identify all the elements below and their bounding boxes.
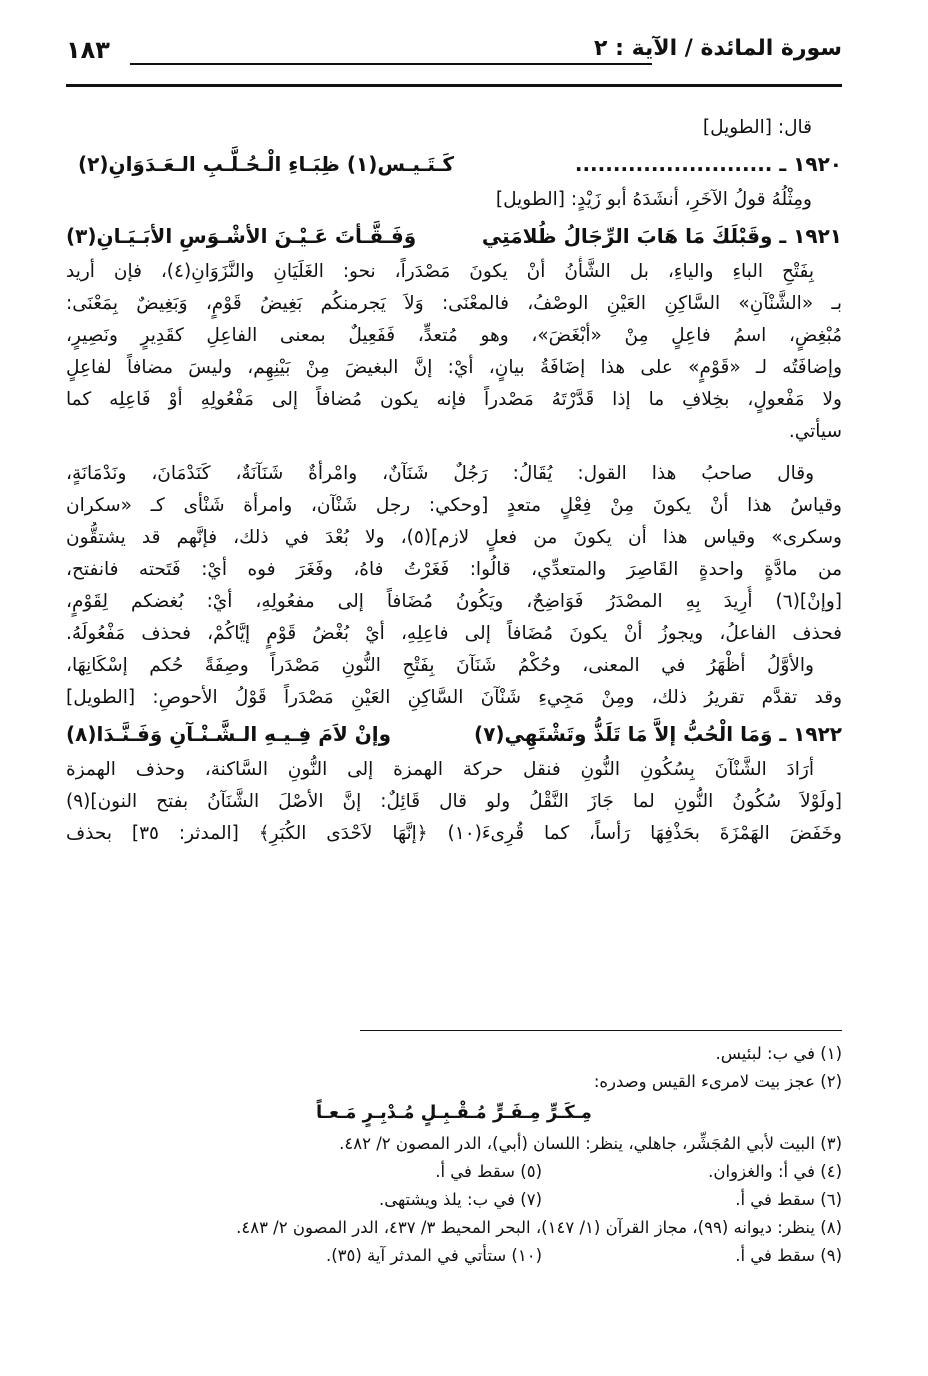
footnote-row	[66, 1242, 842, 1270]
main-text	[66, 112, 842, 850]
footnote: (٤) في أ: والغزوان.	[708, 1162, 842, 1181]
paragraph-line: وقد تقدَّم تقريرُ ذلك، ومِنْ مَجِيءِ شَنْآنَ السَّاكِنِ العَيْنِ مَصْدَراً قَوْلُ الأحوصِ: [الطويل]	[66, 687, 842, 708]
paragraph-line: بـ «الشَّنْآنِ» السَّاكِنِ العَيْنِ الوصْفُ، فالمعْنَى: وَلاَ يَجرمنكُم بَغِيضُ قَوْمٍ، وَبَغِيضٌ بِمَعْنَى:	[66, 293, 842, 314]
verse-1920-text: كَـتَـيـس(١) ظِبَـاءِ الْـحُـلَّـبِ الـعَـدَوَانِ(٢)	[78, 152, 455, 176]
verse-1922	[66, 714, 842, 754]
paragraph-line: [وإنْ](٦) أُرِيدَ بِهِ المصْدَرُ فَوَاضِحٌ، ويَكُونُ مُضَافاً إلى مفعُولِهِ، أيْ: بُغضكم لِقَوْمٍ،	[66, 591, 842, 612]
footnote: (٥) سقط في أ.	[435, 1162, 542, 1181]
running-header	[66, 36, 842, 76]
footnote-verse: مِـكَـرٍّ مِـفَـرٍّ مُـقْـبِـلٍ مُـدْبِـرٍ مَـعـاً	[316, 1102, 592, 1123]
footnote: (٦) سقط في أ.	[735, 1190, 842, 1209]
footnote: (١٠) ستأتي في المدثر آية (٣٥).	[325, 1246, 542, 1265]
sura-title: سورة المائدة / الآية : ٢	[594, 36, 842, 61]
verse-1920	[66, 144, 842, 184]
footnote-row	[66, 1186, 842, 1214]
footnote: (١) في ب: لبئيس.	[715, 1044, 842, 1063]
verse-1921-first: ١٩٢١ ـ وقَبْلَكَ مَا هَابَ الرِّجَالُ ظُلامَتِي	[481, 224, 842, 248]
verse-1920-number: ١٩٢٠ ـ ..........................	[574, 152, 842, 176]
footnote: (٧) في ب: يلذ ويشتهى.	[378, 1190, 542, 1209]
paragraph-line: وقال صاحبُ هذا القول: يُقَالُ: رَجُلٌ شَنَآنٌ، وامْرأةٌ شَنَآنَةٌ، كَنَدْمَانَ، ونَدْمَانَةٍ،	[66, 463, 814, 484]
paragraph-line: مُبْغِضٍ، اسمُ فاعِلٍ مِنْ «أبْغَضَ»، وهو مُتعدٍّ، فَفَعِيلٌ بمعنى الفاعِلِ كقَدِيرٍ ونَصِيرٍ،	[66, 325, 842, 346]
paragraph-line: بِفَتْحِ الباءِ والياءِ، بل الشَّأْنُ أنْ يكونَ مَصْدَراً، نحو: الغَلَيَانِ والنَّزَوَانِ(٤)، فإن أريد	[66, 261, 814, 282]
paragraph-line: من مادَّةٍ واحدةٍ القَاصِرَ والمتعدِّي، قالُوا: فَغَرْتُ فاهُ، وفَغَرَ فوه أيْ: فَتَحته فانفتح،	[66, 559, 842, 580]
footnote: (٩) سقط في أ.	[735, 1246, 842, 1265]
page-number: ١٨٣	[66, 36, 110, 64]
verse-1922-first: ١٩٢٢ ـ وَمَا الْحُبُّ إلاَّ مَا تَلَذُّ وتَشْتَهِي(٧)	[474, 722, 842, 746]
header-divider	[130, 63, 652, 65]
paragraph-line: وخَفَضَ الهَمْزَةَ بحَذْفِهَا رَأساً، كما قُرِىءَ(١٠) ﴿إنَّهَا لاَحْدَى الكُبَرِ﴾ [المدثر: ٣٥] بحذف	[66, 823, 842, 844]
verse-1921-second: وَفَـقَّـأتَ عَـيْـنَ الأشْـوَسِ الأبَـيَـانِ(٣)	[66, 224, 417, 248]
paragraph-line: وقياسُ هذا أنْ يكونَ مِنْ فِعْلٍ متعدٍ [وحكي: رجل شَنْآن، وامرأة شَنْأى كـ «سكران	[66, 495, 842, 516]
meter-note: قال: [الطويل]	[702, 117, 812, 138]
paragraph-line: وسكرى» وقياس هذا أن يكونَ من فعلٍ لازم](٥)، ولا بُعْدَ في ذلك، فإنَّهم قد يشتقُّون	[66, 527, 842, 548]
verse-1922-second: وإنْ لاَمَ فِـيـهِ الـشَّـنْـآنِ وَفَـنَّـدَا(٨)	[66, 722, 392, 746]
verse-1921	[66, 216, 842, 256]
footnote-row	[66, 1158, 842, 1186]
paragraph-line: والأوَّلُ أظْهَرُ في المعنى، وحُكْمُ شَنَآنَ بِفَتْحِ النُّونِ مَصْدَراً وصِفَةً حُكم إسْكَانِهَا،	[66, 655, 814, 676]
intro-line: ومِثْلُهُ قولُ الآخَرِ، أنشَدَهُ أبو زَيْدٍ: [الطويل]	[495, 189, 812, 210]
footnote: (٢) عجز بيت لامرىء القيس وصدره:	[593, 1072, 842, 1091]
footnote: (٨) ينظر: ديوانه (٩٩)، مجاز القرآن (١/ ١٤٧)، البحر المحيط ٣/ ٤٣٧، الدر المصون ٢/ ٤٨٣.	[236, 1218, 842, 1237]
paragraph-line: وإضافَتُه لـ «قَوْمٍ» على هذا إضَافَةُ بيانٍ، أيْ: إنَّ البغيضَ مِنْ بَيْنِهِم، وليسَ مضافاً لفاعِلٍ	[66, 357, 842, 378]
paragraph-line: سيأتي.	[788, 421, 842, 442]
footnote: (٣) البيت لأبي المُجَشِّر، جاهلي، ينظر: اللسان (أبي)، الدر المصون ٢/ ٤٨٢.	[339, 1134, 842, 1153]
footnote-rule	[360, 1030, 842, 1031]
paragraph-line: [ولَوْلاَ سُكُونُ النُّونِ لما جَازَ النَّقْلُ ولو قال قَائِلٌ: إنَّ الأصْلَ الشَّنَآنُ بفتح النون](٩)	[66, 791, 842, 812]
header-rule	[66, 84, 842, 87]
paragraph-line: ولا مَفْعولٍ، بخِلافِ ما إذا قَدَّرْتَهُ مَصْدراً فإنه يكون مُضافاً إلى مَفْعُولِهِ أوْ فَاعِلِه كما	[66, 389, 842, 410]
footnotes	[66, 1040, 842, 1270]
paragraph-line: فحذف الفاعلُ، ويجوزُ أنْ يكونَ مُضَافاً إلى فاعِلِهِ، أيْ بُغْضُ قَوْمٍ إيَّاكُمْ، فحذف مَفْعُولَهُ.	[66, 623, 842, 644]
paragraph-line: أرَادَ الشَّنْآنَ بِسُكُونِ النُّونِ فنقل حركة الهمزة إلى النُّونِ السَّاكنة، وحذف الهمزة	[66, 759, 814, 780]
